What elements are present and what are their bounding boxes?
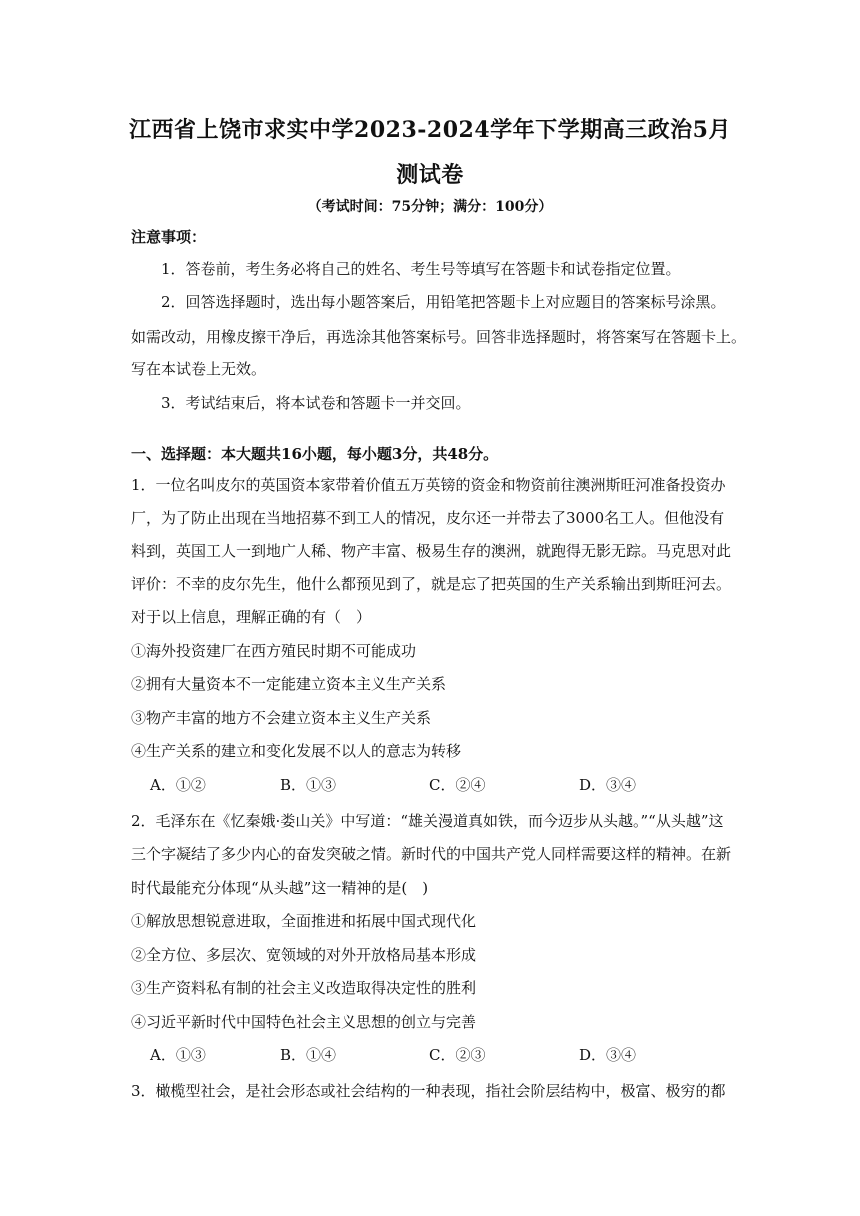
q2-line-2: 三个字凝结了多少内心的奋发突破之情。新时代的中国共产党人同样需要这样的精神。在新 (131, 845, 732, 863)
q1-line-5: 对于以上信息，理解正确的有（ ） (131, 608, 372, 626)
exam-title-line2: 测试卷 (396, 162, 464, 188)
exam-subtitle: （考试时间：75分钟；满分：100分） (307, 199, 553, 215)
q2-option-2: ②全方位、多层次、宽领域的对外开放格局基本形成 (131, 946, 477, 964)
notice-item-1: 1．答卷前，考生务必将自己的姓名、考生号等填写在答题卡和试卷指定位置。 (161, 260, 681, 278)
q2-option-1: ①解放思想锐意进取，全面推进和拓展中国式现代化 (131, 912, 477, 930)
q1-line-3: 料到，英国工人一到地广人稀、物产丰富、极易生存的澳洲，就跑得无影无踪。马克思对此 (131, 542, 732, 560)
q1-line-4: 评价：不幸的皮尔先生，他什么都预见到了，就是忘了把英国的生产关系输出到斯旺河去。 (131, 575, 732, 593)
notice-item-2-cont: 如需改动，用橡皮擦干净后，再选涂其他答案标号。回答非选择题时，将答案写在答题卡上。 (131, 328, 747, 346)
q1-choice-a: A．①② (150, 776, 206, 794)
q2-choice-d: D．③④ (579, 1046, 637, 1064)
exam-title-line1: 江西省上饶市求实中学2023-2024学年下学期高三政治5月 (129, 117, 731, 143)
notice-item-2-end: 写在本试卷上无效。 (131, 360, 267, 378)
q2-option-3: ③生产资料私有制的社会主义改造取得决定性的胜利 (131, 979, 477, 997)
q2-line-3: 时代最能充分体现“从头越”这一精神的是( ) (131, 879, 429, 897)
q1-choice-b: B．①③ (280, 776, 337, 794)
q2-choice-b: B．①④ (280, 1046, 337, 1064)
q3-line-1: 3．橄榄型社会，是社会形态或社会结构的一种表现，指社会阶层结构中，极富、极穷的都 (131, 1082, 726, 1100)
q2-choice-c: C．②③ (429, 1046, 486, 1064)
notice-heading: 注意事项： (131, 228, 207, 246)
q1-option-2: ②拥有大量资本不一定能建立资本主义生产关系 (131, 675, 447, 693)
q1-choice-c: C．②④ (429, 776, 486, 794)
section-heading: 一、选择题：本大题共16小题，每小题3分，共48分。 (131, 445, 499, 463)
q1-option-3: ③物产丰富的地方不会建立资本主义生产关系 (131, 709, 432, 727)
q1-line-2: 厂，为了防止出现在当地招募不到工人的情况，皮尔还一并带去了3000名工人。但他没有 (131, 509, 725, 527)
q1-option-4: ④生产关系的建立和变化发展不以人的意志为转移 (131, 742, 462, 760)
q1-line-1: 1．一位名叫皮尔的英国资本家带着价值五万英镑的资金和物资前往澳洲斯旺河准备投资办 (131, 476, 726, 494)
q2-line-1: 2．毛泽东在《忆秦娥·娄山关》中写道：“雄关漫道真如铁，而今迈步从头越。”“从头越”这 (131, 812, 724, 830)
notice-item-2: 2．回答选择题时，选出每小题答案后，用铅笔把答题卡上对应题目的答案标号涂黑。 (161, 293, 726, 311)
q1-choice-d: D．③④ (579, 776, 637, 794)
q1-option-1: ①海外投资建厂在西方殖民时期不可能成功 (131, 642, 417, 660)
notice-item-3: 3．考试结束后，将本试卷和答题卡一并交回。 (161, 394, 471, 412)
q2-option-4: ④习近平新时代中国特色社会主义思想的创立与完善 (131, 1013, 477, 1031)
q2-choice-a: A．①③ (150, 1046, 206, 1064)
